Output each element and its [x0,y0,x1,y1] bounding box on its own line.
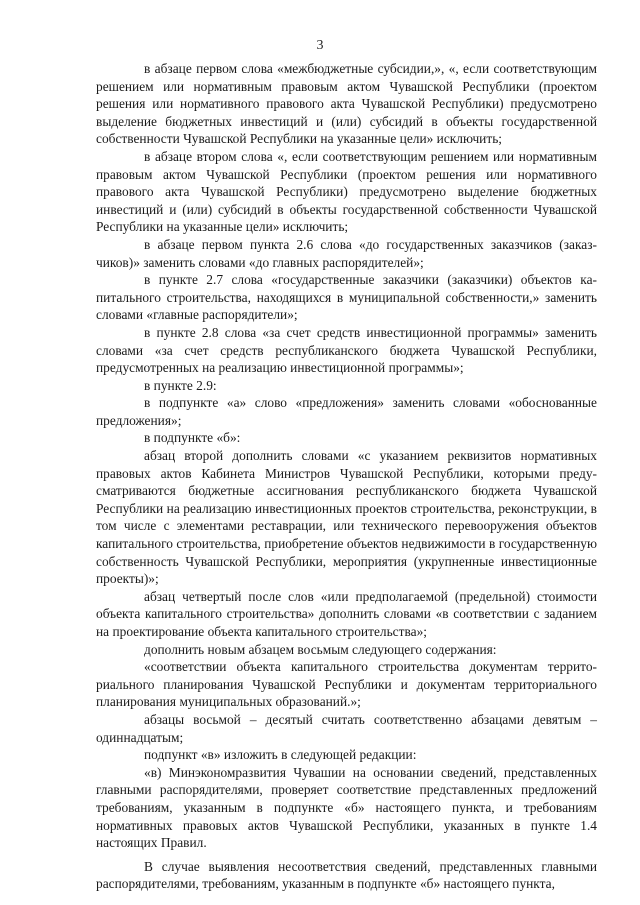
paragraph-8: в подпункте «б»: [144,430,241,446]
paragraph-4: в пункте 2.7 слова «государственные заказчики (заказчики) объектов капитального строительства, находящихся в муниципальной собственности,» заменить словами «главные распорядители»; [96,272,597,323]
paragraph-5: в пункте 2.8 слова «за счет средств инвестиционной программы» заменить словами «за счет средств республиканского бюджета Чувашской Республики, предусмотренных на реализацию инвестиционной программы»; [96,324,597,376]
paragraph-7: в подпункте «а» слово «предложения» заменить словами «обоснованные предложения»; [96,395,597,428]
paragraph-2: в абзаце втором слова «, если соответствующим решением или нормативным правовым актом Чувашской Республики (проектом решения или нормативного правового акта Чувашской Республики) предусмотрено выделение бюджетных инвестиций и (или) субсидий в объекты государственной собственности Чувашской Республики на указанные цели» исключить; [96,148,597,235]
paragraph-15: «в) Минэкономразвития Чувашии на основании сведений, представленных главными распорядителями, проверяет соответствие представленных предложений требованиям, указанным в подпункте «б» настоящего пункта, и требованиям нормативных правовых актов Чувашской Республики, указанных в пункте 1.4 настоящих Правил. [96,764,597,851]
paragraph-10: абзац четвертый после слов «или предполагаемой (предельной) стоимости объекта капитального строительства» дополнить словами «в соответствии с заданием на проектирование объекта капитального строительства»; [96,588,597,639]
page-number: 3 [316,38,324,53]
document-body [96,60,597,893]
paragraph-1: в абзаце первом слова «межбюджетные субсидии,», «, если соответствующим решением или нормативным правовым актом Чувашской Республики (проектом решения или нормативного правового акта Чувашской Республики) предусмотрено выделение бюджетных инвестиций и (или) субсидий в объекты государственной собственности Чувашской Республики на указанные цели» исключить; [96,61,597,147]
paragraph-9: абзац второй дополнить словами «с указанием реквизитов нормативных правовых актов Кабинета Министров Чувашской Республики, которыми предусматриваются бюджетные ассигнования республиканского бюджета Чувашской Республики на реализацию инвестиционных проектов строительства, реконструкции, в том числе с элементами реставрации, или технического перевооружения объектов капитального строительства, приобретение объектов недвижимости в государственную собственность Чувашской Республики, мероприятия (укрупненные инвестиционные проекты)»; [96,448,597,587]
paragraph-6: в пункте 2.9: [144,377,217,393]
paragraph-13: абзацы восьмой – десятый считать соответственно абзацами девятым – одиннадцатым; [96,711,597,745]
paragraph-16: В случае выявления несоответствия сведений, представленных главными распорядителями, требованиям, указанным в подпункте «б» настоящего пункта, [96,858,597,892]
paragraph-14: подпункт «в» изложить в следующей редакции: [144,747,417,763]
paragraph-3: в абзаце первом пункта 2.6 слова «до государственных заказчиков (заказчиков)» заменить словами «до главных распорядителей»; [96,236,597,270]
paragraph-12: «соответствии объекта капитального строительства документам территориального планирования Чувашской Республики и документам территориального планирования муниципальных образований.»; [96,659,597,710]
paragraph-11: дополнить новым абзацем восьмым следующего содержания: [144,641,497,657]
